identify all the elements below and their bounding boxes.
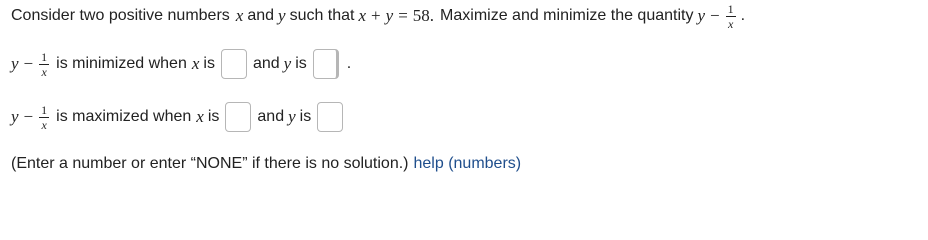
var-y: y	[697, 6, 706, 25]
maximized-label: is maximized when	[56, 108, 192, 125]
help-numbers-link[interactable]: help (numbers)	[413, 155, 522, 172]
minus-sign: −	[23, 107, 34, 126]
fraction-one-over-x	[39, 51, 49, 78]
is-text: is	[295, 55, 307, 72]
fraction-numerator: 1	[727, 1, 734, 16]
var-x: x	[358, 6, 367, 25]
minus-sign: −	[23, 54, 34, 73]
question-text	[11, 1, 746, 31]
var-y: y	[278, 6, 286, 25]
row-end-period: .	[346, 55, 352, 72]
var-x: x	[196, 107, 204, 126]
question-and: and	[247, 7, 275, 24]
minimized-label: is minimized when	[56, 55, 187, 72]
var-y: y	[288, 107, 296, 126]
and-text: and	[257, 108, 285, 125]
fraction-denominator: x	[41, 64, 47, 79]
question-such-that: such that	[289, 7, 355, 24]
is-text: is	[299, 108, 312, 125]
min-x-input[interactable]	[221, 49, 247, 79]
var-y: y	[283, 54, 292, 73]
fraction-numerator: 1	[41, 102, 48, 117]
sum-value: 58.	[412, 6, 435, 25]
var-y: y	[11, 54, 19, 73]
max-y-input[interactable]	[317, 102, 343, 132]
var-x: x	[235, 6, 244, 25]
fraction-one-over-x	[726, 3, 736, 30]
var-x: x	[191, 54, 200, 73]
var-y: y	[11, 107, 19, 126]
max-x-input[interactable]	[225, 102, 251, 132]
question-intro: Consider two positive numbers	[11, 7, 230, 24]
fraction-denominator: x	[727, 16, 734, 31]
and-text: and	[252, 55, 280, 72]
instructions-line	[11, 152, 521, 176]
question-end-period: .	[740, 7, 746, 24]
fraction-one-over-x	[39, 104, 49, 131]
question-task: Maximize and minimize the quantity	[440, 7, 694, 24]
fraction-denominator: x	[41, 117, 47, 132]
is-text: is	[207, 108, 220, 125]
minimized-row	[11, 48, 351, 80]
plus-sign: +	[371, 6, 381, 25]
var-y: y	[385, 6, 394, 25]
fraction-numerator: 1	[41, 49, 48, 64]
is-text: is	[203, 55, 215, 72]
equals-sign: =	[398, 6, 408, 25]
instructions-note: (Enter a number or enter “NONE” if there is no solution.)	[11, 155, 409, 172]
min-y-input[interactable]	[313, 49, 339, 79]
maximized-row	[11, 101, 345, 133]
minus-sign: −	[710, 6, 720, 25]
